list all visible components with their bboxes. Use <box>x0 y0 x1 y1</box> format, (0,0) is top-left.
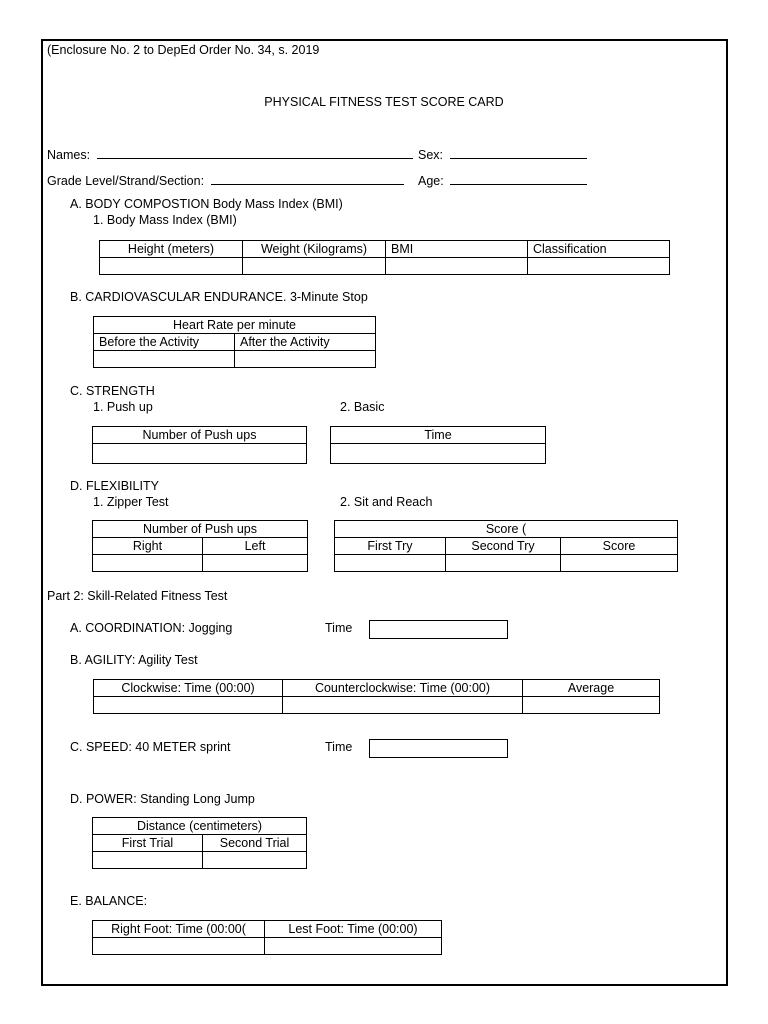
sex-field[interactable] <box>450 147 587 159</box>
speed-time-field[interactable] <box>369 739 508 758</box>
grade-field[interactable] <box>211 173 404 185</box>
speed-time-label: Time <box>325 740 353 754</box>
weight-cell[interactable] <box>243 258 386 275</box>
power-table <box>92 817 307 869</box>
strength-heading: C. STRENGTH <box>70 384 155 398</box>
score-header: Score <box>561 538 678 555</box>
counterclockwise-cell[interactable] <box>283 697 523 714</box>
left-foot-header: Lest Foot: Time (00:00) <box>265 921 442 938</box>
sex-label: Sex: <box>418 148 444 162</box>
speed-heading: C. SPEED: 40 METER sprint <box>70 740 231 754</box>
second-trial-header: Second Trial <box>203 835 307 852</box>
clockwise-header: Clockwise: Time (00:00) <box>94 680 283 697</box>
right-foot-header: Right Foot: Time (00:00( <box>93 921 265 938</box>
classification-header: Classification <box>528 241 670 258</box>
balance-heading: E. BALANCE: <box>70 894 148 908</box>
zipper-right-header: Right <box>93 538 203 555</box>
score-cell[interactable] <box>561 555 678 572</box>
counterclockwise-header: Counterclockwise: Time (00:00) <box>283 680 523 697</box>
distance-header: Distance (centimeters) <box>93 818 307 835</box>
pushup-cell[interactable] <box>93 444 307 464</box>
pushup-table <box>92 426 307 464</box>
average-header: Average <box>523 680 660 697</box>
right-foot-cell[interactable] <box>93 938 265 955</box>
first-try-cell[interactable] <box>335 555 446 572</box>
power-heading: D. POWER: Standing Long Jump <box>70 792 255 806</box>
sit-reach-subheading: 2. Sit and Reach <box>340 495 433 509</box>
age-field[interactable] <box>450 173 587 185</box>
zipper-right-cell[interactable] <box>93 555 203 572</box>
sex-row <box>418 147 587 163</box>
zipper-left-header: Left <box>203 538 308 555</box>
weight-header: Weight (Kilograms) <box>243 241 386 258</box>
age-row <box>418 173 587 189</box>
second-try-header: Second Try <box>446 538 561 555</box>
bmi-header: BMI <box>386 241 528 258</box>
sit-reach-table <box>334 520 678 572</box>
first-try-header: First Try <box>335 538 446 555</box>
zipper-table <box>92 520 308 572</box>
average-cell[interactable] <box>523 697 660 714</box>
second-trial-cell[interactable] <box>203 852 307 869</box>
coordination-heading: A. COORDINATION: Jogging <box>70 621 233 635</box>
before-activity-header: Before the Activity <box>94 334 235 351</box>
agility-table <box>93 679 660 714</box>
agility-heading: B. AGILITY: Agility Test <box>70 653 198 667</box>
cardio-heading: B. CARDIOVASCULAR ENDURANCE. 3-Minute Stop <box>70 290 368 304</box>
after-activity-cell[interactable] <box>235 351 376 368</box>
clockwise-cell[interactable] <box>94 697 283 714</box>
flexibility-heading: D. FLEXIBILITY <box>70 479 159 493</box>
basic-subheading: 2. Basic <box>340 400 385 414</box>
left-foot-cell[interactable] <box>265 938 442 955</box>
heart-rate-header: Heart Rate per minute <box>94 317 376 334</box>
bmi-table <box>99 240 670 275</box>
zipper-group-header: Number of Push ups <box>93 521 308 538</box>
second-try-cell[interactable] <box>446 555 561 572</box>
age-label: Age: <box>418 174 444 188</box>
bmi-cell[interactable] <box>386 258 528 275</box>
page-title: PHYSICAL FITNESS TEST SCORE CARD <box>264 95 504 109</box>
names-field[interactable] <box>97 147 413 159</box>
body-composition-heading: A. BODY COMPOSTION Body Mass Index (BMI) <box>70 197 343 211</box>
classification-cell[interactable] <box>528 258 670 275</box>
zipper-left-cell[interactable] <box>203 555 308 572</box>
before-activity-cell[interactable] <box>94 351 235 368</box>
coordination-time-field[interactable] <box>369 620 508 639</box>
heart-rate-table <box>93 316 376 368</box>
basic-time-table <box>330 426 546 464</box>
coordination-time-label: Time <box>325 621 353 635</box>
basic-time-cell[interactable] <box>331 444 546 464</box>
names-row <box>47 147 413 163</box>
grade-label: Grade Level/Strand/Section: <box>47 174 205 188</box>
names-label: Names: <box>47 148 91 162</box>
zipper-subheading: 1. Zipper Test <box>93 495 169 509</box>
balance-table <box>92 920 442 955</box>
first-trial-cell[interactable] <box>93 852 203 869</box>
bmi-subheading: 1. Body Mass Index (BMI) <box>93 213 237 227</box>
basic-time-header: Time <box>331 427 546 444</box>
after-activity-header: After the Activity <box>235 334 376 351</box>
height-header: Height (meters) <box>100 241 243 258</box>
part2-heading: Part 2: Skill-Related Fitness Test <box>47 589 228 603</box>
first-trial-header: First Trial <box>93 835 203 852</box>
pushup-subheading: 1. Push up <box>93 400 153 414</box>
grade-row <box>47 173 404 189</box>
height-cell[interactable] <box>100 258 243 275</box>
enclosure-note: (Enclosure No. 2 to DepEd Order No. 34, s. 2019 <box>47 43 320 57</box>
sit-reach-group-header: Score ( <box>335 521 678 538</box>
pushup-header: Number of Push ups <box>93 427 307 444</box>
